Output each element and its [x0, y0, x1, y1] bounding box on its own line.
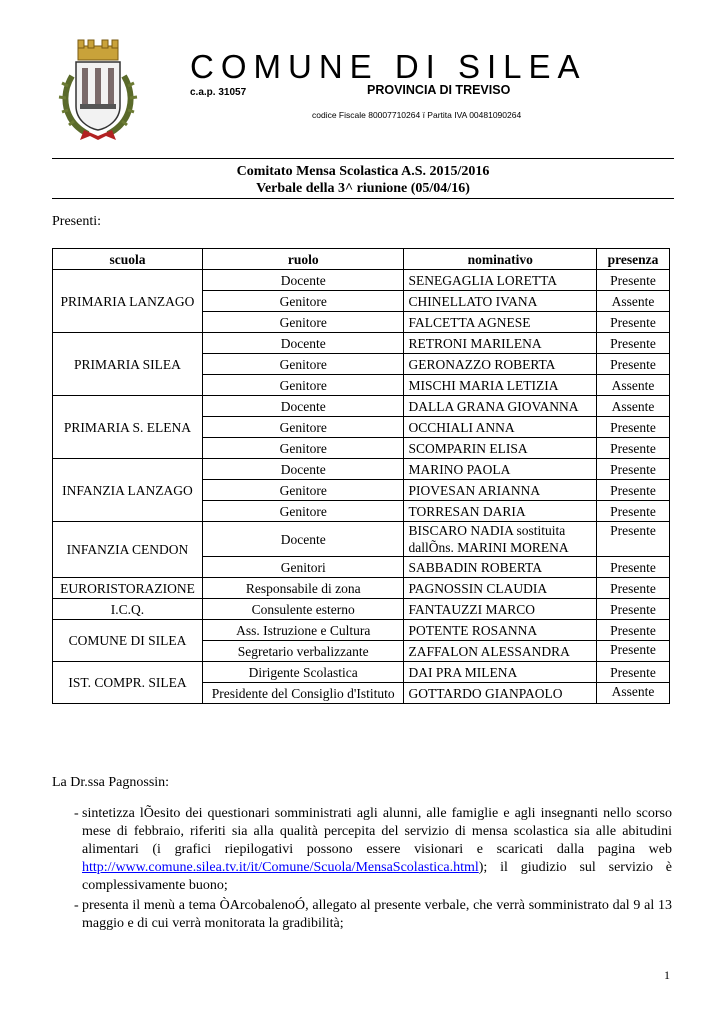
divider-bottom [52, 198, 674, 199]
divider-top [52, 158, 674, 159]
name-cell: POTENTE ROSANNA [404, 620, 597, 641]
presence-cell: Presente [597, 641, 670, 662]
coat-of-arms-logo [58, 36, 138, 142]
role-cell: Docente [202, 459, 403, 480]
presence-cell: Presente [597, 501, 670, 522]
presence-cell: Presente [597, 354, 670, 375]
table-row [53, 578, 670, 599]
role-cell: Docente [202, 333, 403, 354]
name-cell: MARINO PAOLA [404, 459, 597, 480]
name-cell: RETRONI MARILENA [404, 333, 597, 354]
presence-cell: Presente [597, 578, 670, 599]
name-cell: DAI PRA MILENA [404, 662, 597, 683]
table-row [53, 270, 670, 291]
mensa-page-link[interactable]: http://www.comune.silea.tv.it/it/Comune/Scuola/MensaScolastica.html [82, 860, 479, 875]
fiscal-code: codice Fiscale 80007710264 ï Partita IVA 00481090264 [312, 110, 522, 120]
role-cell: Ass. Istruzione e Cultura [202, 620, 403, 641]
role-cell: Docente [202, 270, 403, 291]
presence-cell: Presente [597, 270, 670, 291]
name-cell: DALLA GRANA GIOVANNA [404, 396, 597, 417]
name-cell: SENEGAGLIA LORETTA [404, 270, 597, 291]
municipality-title: COMUNE DI SILEA [190, 48, 587, 85]
school-cell: PRIMARIA SILEA [53, 333, 203, 396]
presence-cell: Presente [597, 480, 670, 501]
name-cell: FALCETTA AGNESE [404, 312, 597, 333]
attendance-table [52, 248, 670, 704]
school-cell: INFANZIA LANZAGO [53, 459, 203, 522]
presence-cell: Presente [597, 417, 670, 438]
presence-cell: Presente [597, 557, 670, 578]
presence-cell: Presente [597, 459, 670, 480]
header-ruolo: ruolo [202, 249, 403, 270]
presence-cell: Assente [597, 396, 670, 417]
role-cell: Responsabile di zona [202, 578, 403, 599]
role-cell: Genitore [202, 375, 403, 396]
role-cell: Genitori [202, 557, 403, 578]
name-cell: PIOVESAN ARIANNA [404, 480, 597, 501]
name-cell: FANTAUZZI MARCO [404, 599, 597, 620]
school-cell: I.C.Q. [53, 599, 203, 620]
name-cell: SABBADIN ROBERTA [404, 557, 597, 578]
role-cell: Genitore [202, 438, 403, 459]
list-item [52, 805, 672, 895]
presenti-label: Presenti: [52, 214, 101, 229]
table-row [53, 599, 670, 620]
header-nominativo: nominativo [404, 249, 597, 270]
table-row [53, 396, 670, 417]
presence-cell: Assente [597, 375, 670, 396]
table-row [53, 459, 670, 480]
name-cell: ZAFFALON ALESSANDRA [404, 641, 597, 662]
role-cell: Dirigente Scolastica [202, 662, 403, 683]
postal-code: c.a.p. 31057 [190, 87, 247, 98]
point-text-after: ); il giudizio sul servizio è complessivamente buono; [82, 860, 672, 893]
name-cell: PAGNOSSIN CLAUDIA [404, 578, 597, 599]
presence-cell: Presente [597, 522, 670, 557]
role-cell: Docente [202, 396, 403, 417]
role-cell: Genitore [202, 354, 403, 375]
table-row [53, 620, 670, 641]
school-cell: IST. COMPR. SILEA [53, 662, 203, 704]
list-item [52, 897, 672, 933]
presence-cell: Presente [597, 599, 670, 620]
presence-cell: Presente [597, 620, 670, 641]
bullet-dash: - [74, 806, 79, 821]
name-cell: TORRESAN DARIA [404, 501, 597, 522]
heading-line-2: Verbale della 3^ riunione (05/04/16) [256, 181, 470, 196]
name-cell: MISCHI MARIA LETIZIA [404, 375, 597, 396]
role-cell: Genitore [202, 501, 403, 522]
role-cell: Segretario verbalizzante [202, 641, 403, 662]
header-scuola: scuola [53, 249, 203, 270]
presence-cell: Presente [597, 333, 670, 354]
role-cell: Genitore [202, 291, 403, 312]
school-cell: COMUNE DI SILEA [53, 620, 203, 662]
discussion-points [52, 805, 672, 935]
school-cell: PRIMARIA LANZAGO [53, 270, 203, 333]
point-text: sintetizza lÕesito dei questionari somministrati agli alunni, alle famiglie e agli insegnanti nello scorso mese di febbraio, riferiti sia alla qualità percepita del servizio di mensa scolastica sia alle abitudini alimentari (i grafici riepilogativi possono essere visionari e scaricati dalla pagina web [82, 806, 672, 857]
intro-text: La Dr.ssa Pagnossin: [52, 775, 170, 790]
page-number: 1 [664, 968, 670, 982]
name-cell: GERONAZZO ROBERTA [404, 354, 597, 375]
presence-cell: Assente [597, 291, 670, 312]
point-text: presenta il menù a tema ÒArcobalenoÓ, allegato al presente verbale, che verrà somministrato dal 9 al 13 maggio e di cui verrà monitorata la gradibilità; [82, 898, 672, 931]
role-cell: Presidente del Consiglio d'Istituto [202, 683, 403, 704]
province: PROVINCIA DI TREVISO [367, 83, 511, 97]
name-cell: BISCARO NADIA sostituita dallÕns. MARINI MORENA [404, 522, 597, 557]
presence-cell: Presente [597, 438, 670, 459]
school-cell: INFANZIA CENDON [53, 522, 203, 578]
role-cell: Consulente esterno [202, 599, 403, 620]
heading-line-1: Comitato Mensa Scolastica A.S. 2015/2016 [236, 164, 490, 179]
role-cell: Genitore [202, 480, 403, 501]
presence-cell: Assente [597, 683, 670, 704]
name-cell: SCOMPARIN ELISA [404, 438, 597, 459]
table-header-row [53, 249, 670, 270]
school-cell: EURORISTORAZIONE [53, 578, 203, 599]
name-cell: CHINELLATO IVANA [404, 291, 597, 312]
role-cell: Genitore [202, 417, 403, 438]
bullet-dash: - [74, 898, 79, 913]
header-presenza: presenza [597, 249, 670, 270]
table-row [53, 333, 670, 354]
name-cell: OCCHIALI ANNA [404, 417, 597, 438]
table-row [53, 522, 670, 557]
name-cell: GOTTARDO GIANPAOLO [404, 683, 597, 704]
school-cell: PRIMARIA S. ELENA [53, 396, 203, 459]
presence-cell: Presente [597, 662, 670, 683]
table-row [53, 662, 670, 683]
presence-cell: Presente [597, 312, 670, 333]
role-cell: Docente [202, 522, 403, 557]
document-heading [52, 163, 674, 197]
role-cell: Genitore [202, 312, 403, 333]
